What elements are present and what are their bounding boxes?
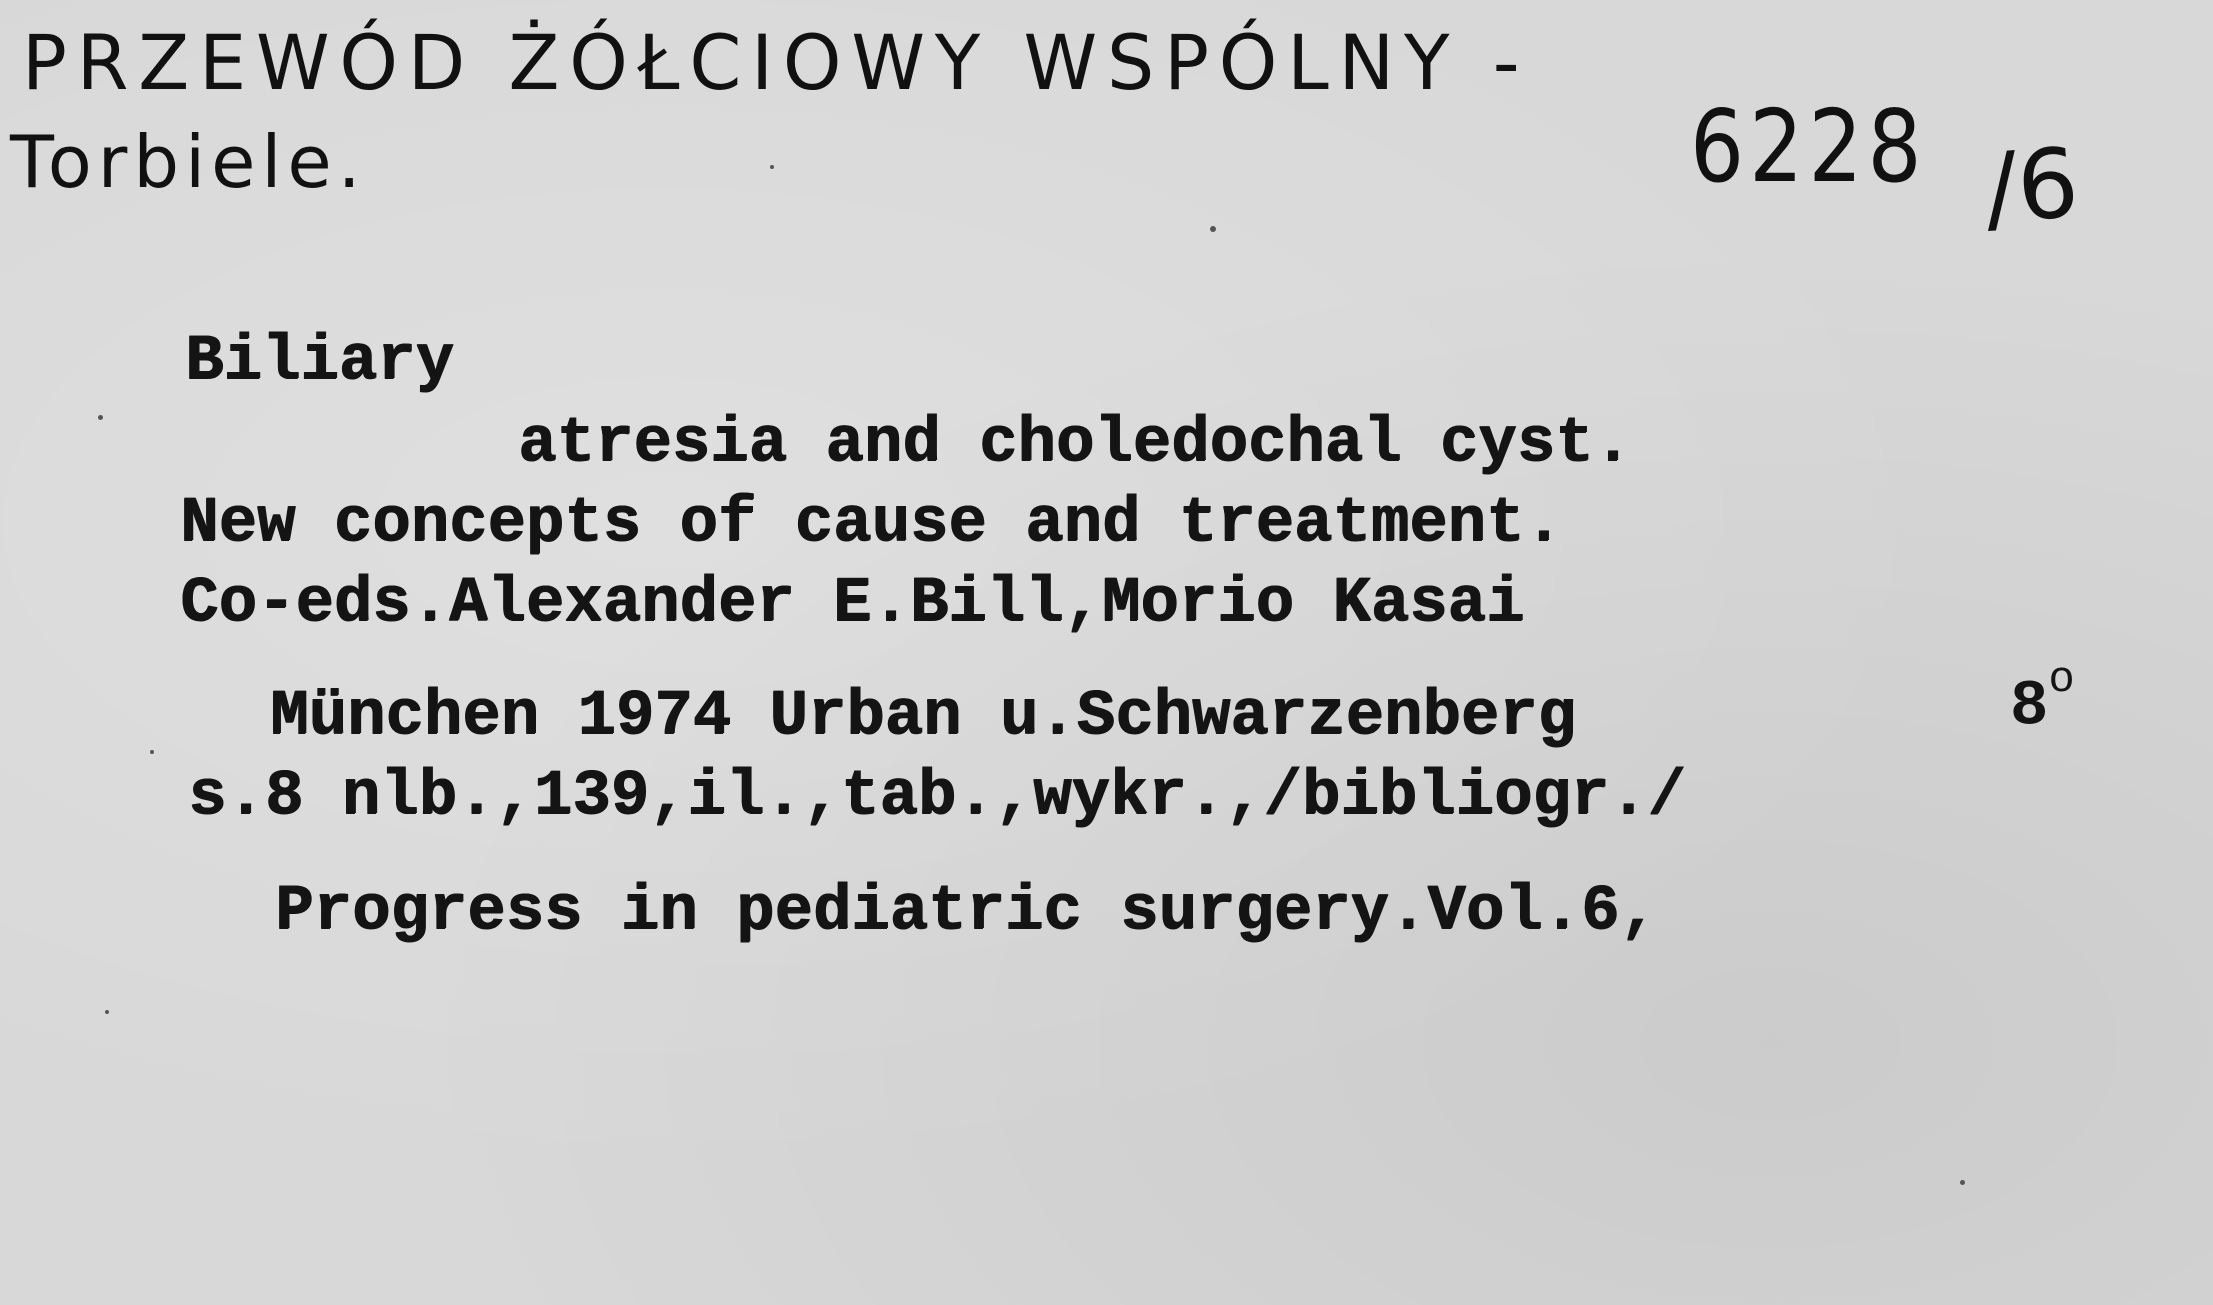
catalog-number-suffix: /6 <box>1981 126 2083 246</box>
paper-speck <box>150 750 154 754</box>
imprint-line: München 1974 Urban u.Schwarzenberg <box>270 681 1576 753</box>
handwritten-subject-heading: PRZEWÓD ŻÓŁCIOWY WSPÓLNY - <box>22 18 1530 107</box>
format-degree: o <box>2048 655 2075 705</box>
collation-line: s.8 nlb.,139,il.,tab.,wykr.,/bibliogr./ <box>188 761 1686 833</box>
catalog-number: 6228 <box>1690 88 1927 205</box>
title-line-2: atresia and choledochal cyst. <box>518 408 1632 480</box>
handwritten-subject-subheading: Torbiele. <box>10 120 367 204</box>
paper-speck <box>105 1010 109 1014</box>
paper-speck <box>98 415 103 420</box>
format-number: 8 <box>2010 671 2049 744</box>
paper-speck <box>770 165 774 169</box>
title-line-3: New concepts of cause and treatment. <box>180 488 1563 560</box>
editors-line: Co-eds.Alexander E.Bill,Morio Kasai <box>180 568 1525 640</box>
paper-speck <box>1210 226 1216 232</box>
format-mark <box>2010 655 2075 744</box>
series-line: Progress in pediatric surgery.Vol.6, <box>275 876 1658 948</box>
title-line-1: Biliary <box>185 326 454 398</box>
paper-speck <box>1960 1180 1965 1185</box>
